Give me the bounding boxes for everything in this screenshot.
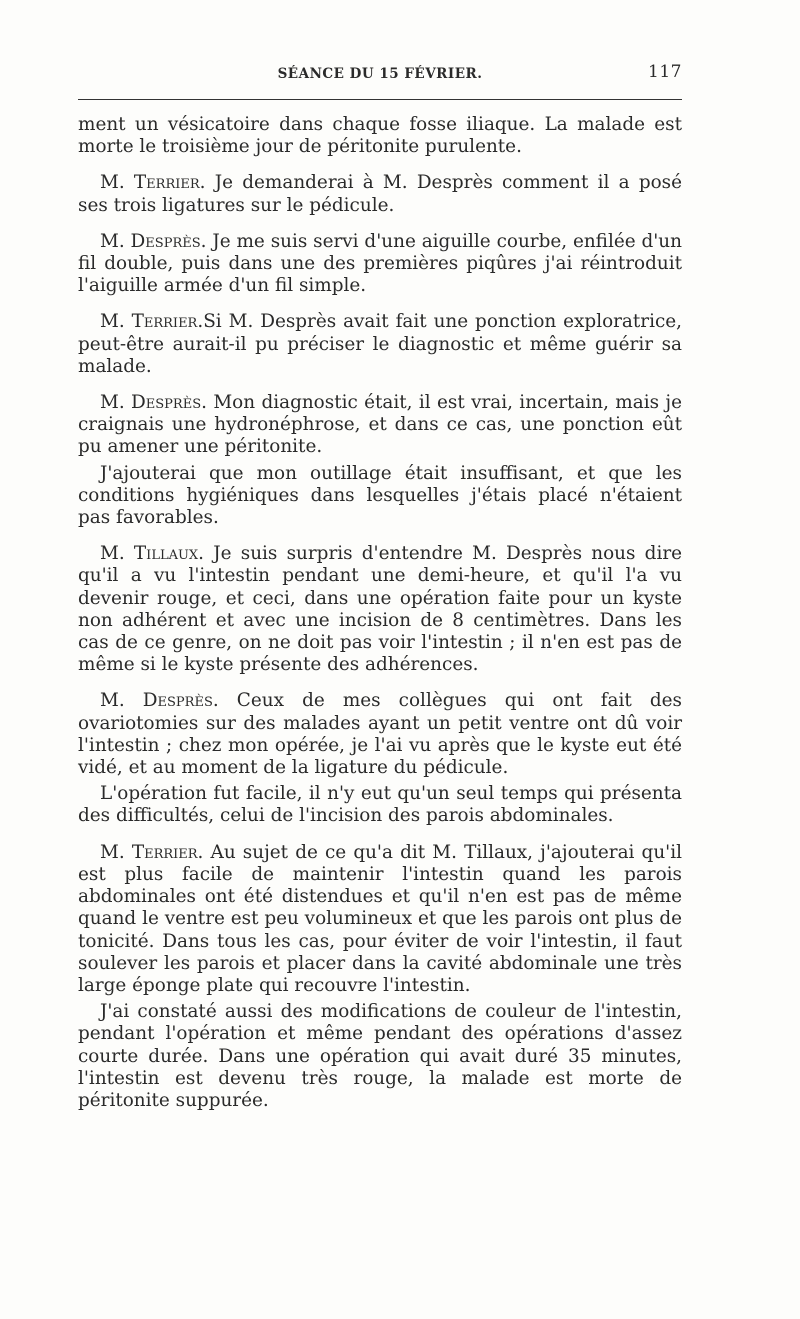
page-number: 117: [648, 62, 682, 82]
body-text: [78, 114, 682, 1126]
paragraph-text: Je demanderai à M. Desprès comment il a posé ses trois ligatures sur le pédicule.: [78, 172, 682, 216]
running-header: [78, 58, 682, 92]
paragraph-text: Si M. Desprès avait fait une ponction exploratrice, peut-être aurait-il pu préciser le diagnostic et même guérir sa malade.: [78, 311, 682, 377]
paragraph: [78, 783, 682, 827]
speaker-name: M. Terrier.: [100, 172, 206, 194]
paragraph: [78, 690, 682, 779]
paragraph: [78, 842, 682, 997]
speaker-name: M. Desprès.: [100, 392, 207, 414]
paragraph: [78, 543, 682, 676]
speaker-name: M. Terrier.: [100, 311, 204, 333]
paragraph-text: ment un vésicatoire dans chaque fosse iliaque. La malade est morte le troisième jour de péritonite purulente.: [78, 114, 682, 158]
paragraph-text: J'ajouterai que mon outillage était insuffisant, et que les conditions hygiéniques dans lesquelles j'étais placé n'étaient pas favorables.: [78, 462, 682, 529]
paragraph: [78, 311, 682, 378]
header-rule: [78, 99, 682, 100]
paragraph: [78, 172, 682, 216]
paragraph: [78, 114, 682, 158]
paragraph-text: Mon diagnostic était, il est vrai, incertain, mais je craignais une hydronéphrose, et dans ce cas, une ponction eût pu amener une péritonite.: [78, 392, 682, 458]
running-title: SÉANCE DU 15 FÉVRIER.: [277, 66, 483, 82]
paragraph-text: L'opération fut facile, il n'y eut qu'un seul temps qui présenta des difficultés, celui de l'incision des parois abdominales.: [78, 783, 682, 827]
paragraph: [78, 231, 682, 298]
paragraph-text: J'ai constaté aussi des modifications de couleur de l'intestin, pendant l'opération et même pendant des opérations d'assez courte durée. Dans une opération qui avait duré 35 minutes, l'intestin est devenu très rouge, la malade est morte de péritonite suppurée.: [78, 1001, 682, 1111]
paragraph-text: Je me suis servi d'une aiguille courbe, enfilée d'un fil double, puis dans une des premières piqûres j'ai réintroduit l'aiguille armée d'un fil simple.: [78, 230, 682, 297]
speaker-name: M. Desprès.: [100, 230, 207, 252]
paragraph: [78, 463, 682, 530]
speaker-name: M. Desprès.: [100, 690, 219, 712]
speaker-name: M. Terrier.: [100, 841, 204, 863]
book-page: [78, 58, 683, 1111]
paragraph-text: Je suis surpris d'entendre M. Desprès nous dire qu'il a vu l'intestin pendant une demi-heure, et qu'il l'a vu devenir rouge, et ceci, dans une opération faite pour un kyste non adhérent et avec une incision de 8 centimètres. Dans les cas de ce genre, on ne doit pas voir l'intestin ; il n'en est pas de même si le kyste présente des adhérences.: [78, 543, 683, 676]
paragraph-text: Ceux de mes collègues qui ont fait des ovariotomies sur des malades ayant un petit ventre ont dû voir l'intestin ; chez mon opérée, je l'ai vu après que le kyste eut été vidé, et au moment de la ligature du pédicule.: [78, 690, 682, 779]
paragraph: [78, 392, 682, 459]
speaker-name: M. Tillaux.: [100, 543, 205, 565]
paragraph: [78, 1001, 682, 1112]
paragraph-text: Au sujet de ce qu'a dit M. Tillaux, j'ajouterai qu'il est plus facile de maintenir l'intestin quand les parois abdominales ont été distendues et qu'il n'en est pas de même quand le ventre est peu volumineux et que les parois ont plus de tonicité. Dans tous les cas, pour éviter de voir l'intestin, il faut soulever les parois et placer dans la cavité abdominale une très large éponge plate qui recouvre l'intestin.: [78, 841, 682, 996]
